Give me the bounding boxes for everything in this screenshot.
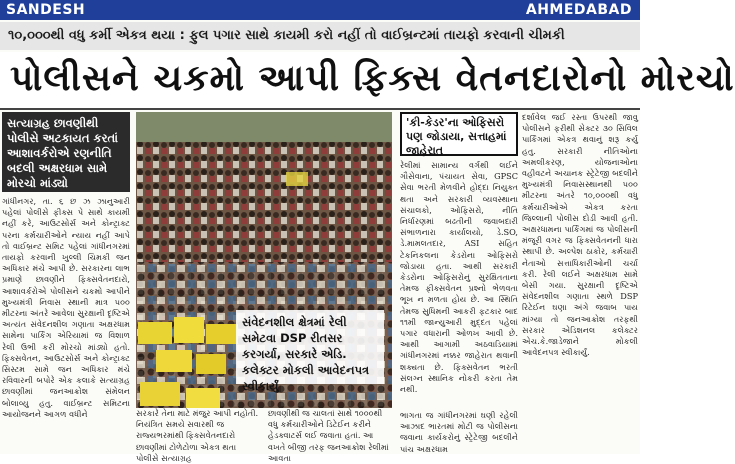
left-story-heading-text: સત્યાગ્રહ છાવણીથી પોલીસે અટકાયત કરતાં આશાવર્કરોએ રણનીતિ બદલી અક્ષરધામ સામે મોરચો માંડ્યો [7, 116, 118, 190]
left-story-body: ગાંધીનગર, તા. ૬ છ ઝ ઝાનુઆરી પહેલાં પોલીસે ફીક્સ પે સાથે કાયમી નહીં કરે, આઉટસોર્સ અને કોન્ટ્રાક્ટ પરના કર્મચારીઓને ન્યાય નહીં આપે તો વાઈબ્રન્ટ સમિટ પહેલાં ગાંધીનગરમાં તાયફો કરવાની ખુલ્લી ચિમકી જન અધિકાર મંચે આપી છે. સરકારના લાભ પ્રમાણે છાવણીને ફિક્સવેતનદારો, આશાવર્કરોએ પોલીસને ચકમો આપીને મુખ્યમંત્રી નિવાસ સ્થાની માત્ર ૫૦૦ મીટરના અંતરે આવેલા સુરક્ષાની દૃષ્ટિએ અત્યંત સંવેદનશીલ ગણાતા અક્ષરધામ સામેના પાર્કિંગ એરિયામાં જ વિશાળ રેલી ઉભી કરી મોરચો માંડ્યો હતો. ફિક્સવેતન, આઉટસોર્સ અને કોન્ટ્રાક્ટ સિસ્ટમ સામે જન અધિકાર મંચે રવિવારની બપોરે એક કલાકે સત્યાગ્રહ છાવણીમાં જનઆક્રોશ સંમેલન બોલાવ્યુ હતુ. વાઈબ્રન્ટ સમિટના આયોજનને આગળ વધીને [2, 196, 130, 419]
photo-caption [236, 310, 384, 393]
deck-headline [0, 22, 640, 50]
headline-rule [0, 108, 640, 110]
left-story-heading [2, 112, 130, 192]
photo-bottom-right-text: છાવણીથી જ ચાલતાં સાથે ૧૦૦૦થી વધુ કર્મચારીઓને ડિટેઈન કરીને હેડક્વાટર્સ લઈ જવાતા હતાં. આ વખતે બીજી તરફ જનઆક્રોશ રેલીમાં આવતા [268, 408, 389, 463]
masthead [0, 0, 640, 20]
mid-story-heading [400, 112, 518, 156]
mid-story-body: રેલીમાં સામાન્ય વર્ગથી લઈને ગૌસેવાના, પંચાયત સેવા, GPSC સેવા ભરતી મેળવીને હોદ્દા નિયુક્ત થતા અને સરકારી વ્યવસ્થાના સંચાલકો, ઓફિસરો, નીતિ નિર્ધારણમાં બઢતીની જવાબદારી સંભાળનારા કાર્યાલયો, ડે.SO, ડે.મામલતદાર, ASI સહિત ટેકનિકલના કેડરોના ઓફિસરો જોડાયા હતા. આથી સરકારી કેડરોના ઓફિસરોનું સુરક્ષિતતાના તેમજ ફીક્સવેતન પ્રશ્નો ભેળવતા ભૂખ ન મળતા હોય છે. આ સ્થિતિ તેમજ સુધિમની આકરી ફટકાર બાદ ૧૧મી જાન્યુઆરી મુદ્દત પહેલાં પગાર વધારાની ઓળખ આવી છે. આથી આગામી અઠવાડિયામાં ગાંધીનગરમાં નક્કર જાહેરાત થવાની શક્યતા છે. ફિક્સવેતન ભરતી સંલગ્ન સ્થાનિક નોકરી કરતા તેમ નથી. [400, 160, 518, 395]
masthead-edition: AHMEDABAD [525, 2, 632, 18]
mid-story-heading-text: 'કી-કેડર'ના ઓફિસરો પણ જોડાયા, સત્તાહમાં જાહેરાત [406, 116, 507, 157]
main-headline [0, 52, 735, 108]
mid-bottom-text: ભાગતા જ ગાંધીનગરમાં ઘણી રહેલી આઝાદ ભારતમાં મોટી જ પોલીસના જવાના કાર્યકરોનું સ્ટ્રેટેજી બદલીને પાંચ અક્ષરધામ [400, 410, 518, 454]
photo-caption-text: સંવેદનશીલ ક્ષેત્રમાં રેલી સમેટવા DSP રીતસર કરગર્યા, સરકારે એડિ. કલેક્ટર મોકલી આવેદનપત્ર સ્વીકાર્યું [242, 315, 370, 393]
photo-bottom-left-text: સરકારે તેના માટે મંજુર આપી નહોતી. નિયંત્રિત સમયે સવારથી જ રાજ્યભરમાંથી ફિક્સવેતનદારો છાવણીમાં ટોળેટોળા એકત્ર થતા પોલીસે સત્યાગ્રહ [136, 408, 259, 463]
main-headline-text: પોલીસને ચકમો આપી ફિક્સ વેતનદારોનો મોરચો [10, 58, 735, 99]
deck-text: ૧૦,૦૦૦થી વધુ કર્મી એકત્ર થયા : ફુલ પગાર સાથે કાયમી કરો નહીં તો વાઈબ્રન્ટમાં તાયફો કરવાની ચીમકી [8, 28, 565, 43]
masthead-publication: SANDESH [6, 2, 86, 18]
photo-bottom-text-block [136, 408, 392, 463]
right-story-body: દર્શાવેલ જઈ રસ્તા ઉપરથી જાવુ પોલીસને ફરીથી સેક્ટર ૩૦ સિવિલ પાર્કિંગમાં એકત્ર થવાનું શરૂ કર્યુ હતુ. સરકારી નીતિઓના અમલીકરણ, યોજનાઓના વહીવટને અચાનક સ્ટ્રેટેજી બદલીને મુખ્યમંત્રી નિવાસસ્થાનથી ૫૦૦ મીટરના અંતરે ૧૦,૦૦૦થી વધુ કર્મચારીઓએ એકત્ર કરતા જિલ્લાની પોલીસ દોડી આવી હતી. અક્ષરધામના પાર્કિંગમાં જ પોલીસની મંજૂરી વગર જ ફિક્સવેતનની ધારા સ્થાપી છે. અલ્પેશ ઠાકોર, કર્મચારી નેતાઓ સત્તાધિકારીઓની ચર્ચા કરી. રેલી લઈને અક્ષરધામ સામે બેસી ગયા. સુરક્ષાની દૃષ્ટિએ સંવેદનશીલ ગણાતા સ્થળે DSP રિટેઈન ઘણા અંગે જવાબ પાય માંગ્યા તો જનઆક્રોશ તરફથી સરકાર એડિશનલ કલેક્ટર એચ.કે.જાડેજાને મોકલી આવેદનપત્ર સ્વીકાર્યું. [522, 112, 638, 358]
